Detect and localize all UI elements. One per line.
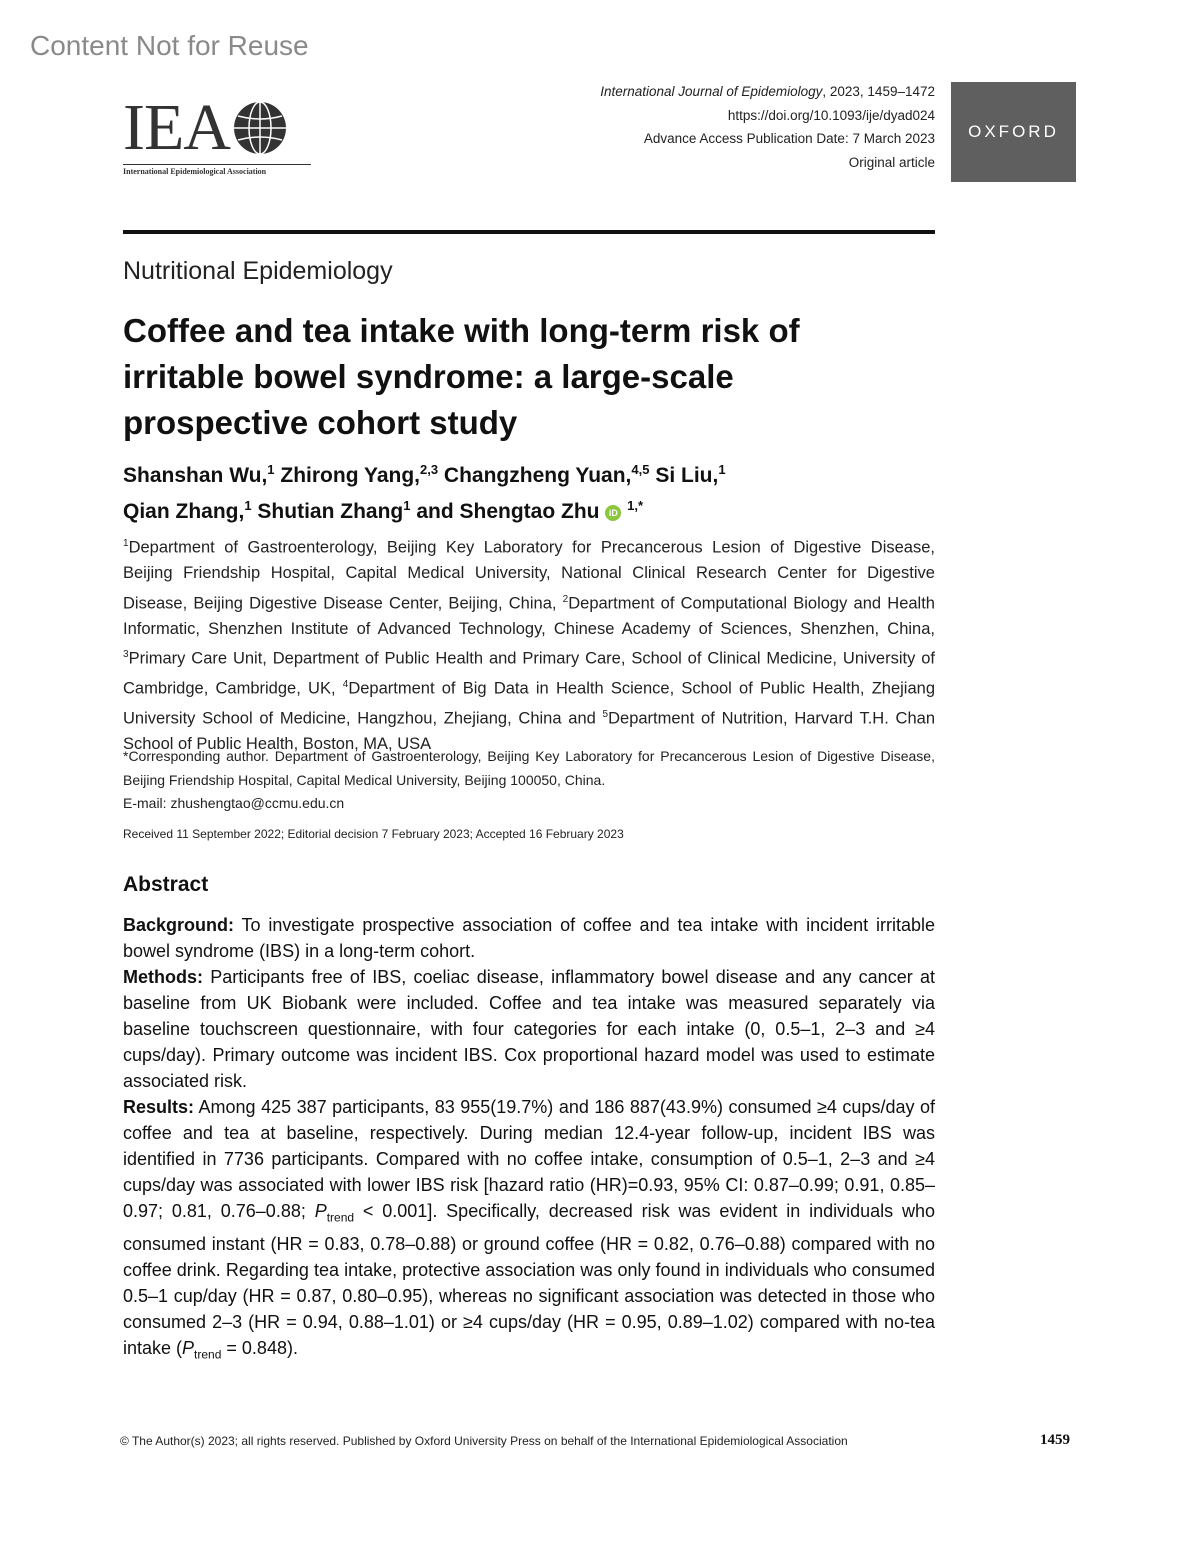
journal-info: [600, 80, 935, 174]
author-affiliation-sup: 2,3: [420, 462, 439, 477]
watermark-text: Content Not for Reuse: [30, 30, 309, 61]
abstract-methods: [123, 964, 935, 1094]
journal-name: International Journal of Epidemiology: [600, 84, 823, 99]
orcid-icon[interactable]: iD: [605, 505, 621, 521]
results-text: = 0.848).: [221, 1337, 298, 1358]
affiliation-sup: 3: [123, 649, 129, 660]
author-affiliation-sup: 1: [244, 498, 252, 513]
p-symbol: P: [182, 1337, 195, 1358]
results-text: < 0.001]. Specifically, decreased risk was evident in individuals who consumed instant (HR = 0.83, 0.78–0.88) or ground coffee (HR = 0.82, 0.76–0.88) compared with no coffee drink. Regarding tea intake, protective association was only found in individuals who consumed 0.5–1 cup/day (HR = 0.87, 0.80–0.95), whereas no significant association was detected in those who consumed 2–3 (HR = 0.94, 0.88–1.01) or ≥4 cups/day (HR = 0.95, 0.89–1.02) compared with no-tea intake (: [123, 1201, 936, 1358]
p-symbol: P: [314, 1201, 327, 1221]
author-name: Zhirong Yang,: [280, 464, 420, 487]
journal-citation: , 2023, 1459–1472: [822, 84, 935, 99]
author-name: and Shengtao Zhu: [416, 500, 600, 523]
p-subscript: trend: [194, 1347, 222, 1362]
iea-logo: [123, 91, 323, 176]
oxford-logo: OXFORD: [951, 82, 1076, 182]
affiliation-text: Department of Computational Biology and Health Informatic, Shenzhen Institute of Advanced Technology, Chinese Academy of Sciences, Shenzhen, China,: [123, 594, 935, 638]
article-type: Original article: [848, 154, 935, 170]
author-affiliation-sup: 1,*: [627, 498, 644, 513]
section-label: Nutritional Epidemiology: [123, 257, 393, 285]
author-name: Si Liu,: [655, 464, 719, 487]
affiliation-sup: 1: [123, 538, 129, 549]
results-text: Among 425 387 participants, 83 955(19.7%) and 186 887(43.9%) consumed ≥4 cups/day of coffee and tea at baseline, respectively. During median 12.4-year follow-up, incident IBS was identified in 7736 participants. Compared with no coffee intake, consumption of 0.5–1, 2–3 and ≥4 cups/day was associated with lower IBS risk [hazard ratio (HR)=0.93, 95% CI: 0.87–0.99; 0.91, 0.85–0.97; 0.81, 0.76–0.88;: [123, 1097, 935, 1221]
abstract-results: [123, 1094, 935, 1367]
author-name: Qian Zhang,: [123, 500, 245, 523]
affiliation-sup: 2: [562, 593, 569, 605]
globe-icon: [232, 100, 288, 156]
author-affiliation-sup: 4,5: [631, 462, 650, 477]
corresponding-email[interactable]: E-mail: zhushengtao@ccmu.edu.cn: [123, 795, 345, 811]
author-name: Shanshan Wu,: [123, 464, 268, 487]
corresponding-author: [123, 745, 935, 816]
logo-letters: IEA: [123, 91, 230, 164]
author-name: Shutian Zhang: [257, 500, 404, 523]
copyright-footer: © The Author(s) 2023; all rights reserved. Published by Oxford University Press on behalf of the International Epidemiological Association: [120, 1434, 848, 1448]
affiliations: [123, 531, 935, 758]
header-divider: [123, 230, 935, 234]
author-list: [123, 455, 935, 527]
logo-subtitle: International Epidemiological Association: [123, 164, 311, 176]
results-label: Results:: [123, 1097, 195, 1117]
affiliation-text: Department of Big Data in Health Science, School of Public Health, Zhejiang University School of Medicine, Hangzhou, Zhejiang, China and: [123, 679, 936, 728]
author-affiliation-sup: 1: [403, 498, 411, 513]
article-title: Coffee and tea intake with long-term risk of irritable bowel syndrome: a large-scale prospective cohort study: [123, 312, 800, 441]
author-affiliation-sup: 1: [267, 462, 275, 477]
background-label: Background:: [123, 915, 235, 935]
abstract-heading: Abstract: [123, 873, 209, 896]
abstract-body: [123, 912, 935, 1367]
doi-link[interactable]: https://doi.org/10.1093/ije/dyad024: [727, 107, 935, 123]
affiliation-sup: 4: [342, 679, 349, 690]
affiliation-sup: 5: [602, 709, 609, 720]
methods-label: Methods:: [123, 967, 203, 987]
abstract-background: [123, 912, 935, 964]
background-text: To investigate prospective association of coffee and tea intake with incident irritable bowel syndrome (IBS) in a long-term cohort.: [123, 915, 935, 961]
p-subscript: trend: [326, 1210, 355, 1225]
received-dates: Received 11 September 2022; Editorial decision 7 February 2023; Accepted 16 February 2023: [123, 827, 624, 841]
methods-text: Participants free of IBS, coeliac disease, inflammatory bowel disease and any cancer at baseline from UK Biobank were included. Coffee and tea intake was measured separately via baseline touchscreen questionnaire, with four categories for each intake (0, 0.5–1, 2–3 and ≥4 cups/day). Primary outcome was incident IBS. Cox proportional hazard model was used to estimate associated risk.: [123, 967, 935, 1091]
affiliation-text: Department of Nutrition, Harvard T.H. Chan School of Public Health, Boston, MA, USA: [123, 709, 935, 753]
page-number: 1459: [1040, 1432, 1070, 1448]
author-affiliation-sup: 1: [718, 462, 726, 477]
author-name: Changzheng Yuan,: [443, 464, 632, 487]
corresponding-author-text: *Corresponding author. Department of Gastroenterology, Beijing Key Laboratory for Precancerous Lesion of Digestive Disease, Beijing Friendship Hospital, Capital Medical University, Beijing 100050, China.: [123, 748, 935, 788]
affiliation-text: Primary Care Unit, Department of Public Health and Primary Care, School of Clinical Medicine, University of Cambridge, Cambridge, UK,: [123, 649, 935, 698]
affiliation-text: Department of Gastroenterology, Beijing Key Laboratory for Precancerous Lesion of Digestive Disease, Beijing Friendship Hospital, Capital Medical University, National Clinical Research Center for Digestive Disease, Beijing Digestive Disease Center, Beijing, China,: [123, 538, 935, 612]
publication-date: Advance Access Publication Date: 7 March 2023: [643, 131, 935, 146]
